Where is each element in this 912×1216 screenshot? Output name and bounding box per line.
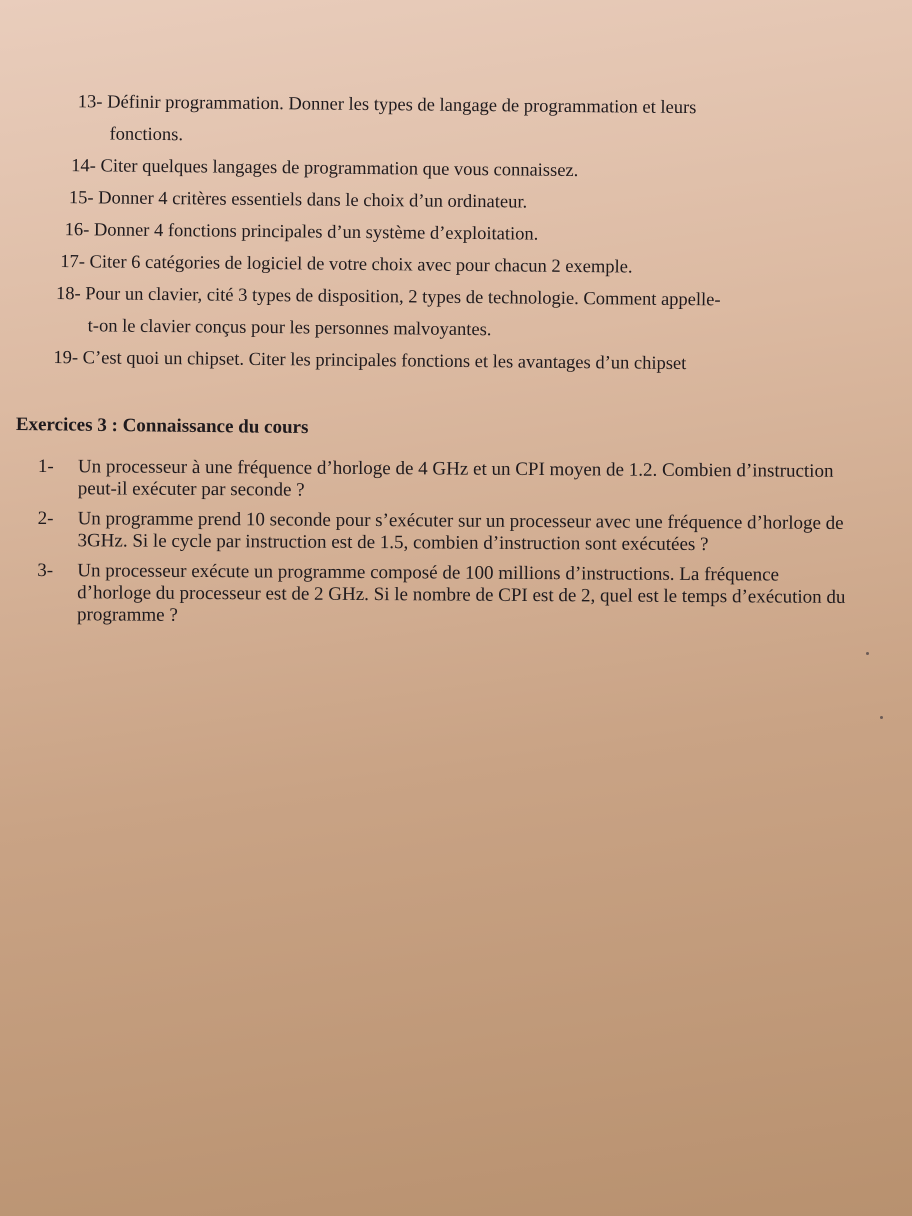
exercise-list <box>37 456 858 639</box>
exercise-text: Un processeur exécute un programme composé de 100 millions d’instructions. La fréquence d’horloge du processeur est de 2 GHz. Si le nombre de CPI est de 2, quel est le temps d’exécution du programme ? <box>76 560 846 626</box>
question-text: Donner 4 critères essentiels dans le choix d’un ordinateur. <box>98 188 528 213</box>
question-number: 15- <box>68 188 94 209</box>
question-text: Pour un clavier, cité 3 types de disposition, 2 types de technologie. Comment appelle- <box>85 284 721 311</box>
question-19 <box>53 342 853 382</box>
paper-speck <box>866 652 869 655</box>
question-text: Citer 6 catégories de logiciel de votre choix avec pour chacun 2 exemple. <box>89 252 633 278</box>
paper-speck <box>880 716 883 719</box>
question-number: 19- <box>53 347 79 369</box>
question-number: 16- <box>64 220 90 241</box>
question-text: Donner 4 fonctions principales d’un système d’exploitation. <box>93 220 539 245</box>
question-text: Définir programmation. Donner les types de langage de programmation et leurs <box>107 92 697 119</box>
question-text-continued: fonctions. <box>109 124 184 146</box>
question-18 <box>54 278 855 350</box>
question-text: C’est quoi un chipset. Citer les principales fonctions et les avantages d’un chipset <box>82 348 687 375</box>
question-number: 14- <box>71 156 96 177</box>
exercise-text: Un processeur à une fréquence d’horloge de 4 GHz et un CPI moyen de 1.2. Combien d’instruction peut-il exécuter par seconde ? <box>77 456 834 501</box>
exercise-3 <box>37 560 857 631</box>
exercise-number: 2- <box>37 507 54 530</box>
question-text-continued: t-on le clavier conçus pour les personnes malvoyantes. <box>87 316 492 341</box>
exercise-number: 3- <box>37 559 54 582</box>
question-list <box>53 86 856 382</box>
exercise-1 <box>38 456 858 505</box>
question-number: 17- <box>60 252 86 273</box>
exercise-number: 1- <box>37 456 54 478</box>
question-number: 13- <box>77 92 103 113</box>
question-number: 18- <box>55 284 81 305</box>
question-text: Citer quelques langages de programmation que vous connaissez. <box>100 156 579 182</box>
exercise-2 <box>37 508 857 557</box>
question-13 <box>55 86 856 158</box>
section-title: Exercices 3 : Connaissance du cours <box>15 414 309 439</box>
exercise-text: Un programme prend 10 seconde pour s’exécuter sur un processeur avec une fréquence d’horloge de 3GHz. Si le cycle par instruction est de 1.5, combien d’instruction sont exécutées ? <box>77 508 844 556</box>
